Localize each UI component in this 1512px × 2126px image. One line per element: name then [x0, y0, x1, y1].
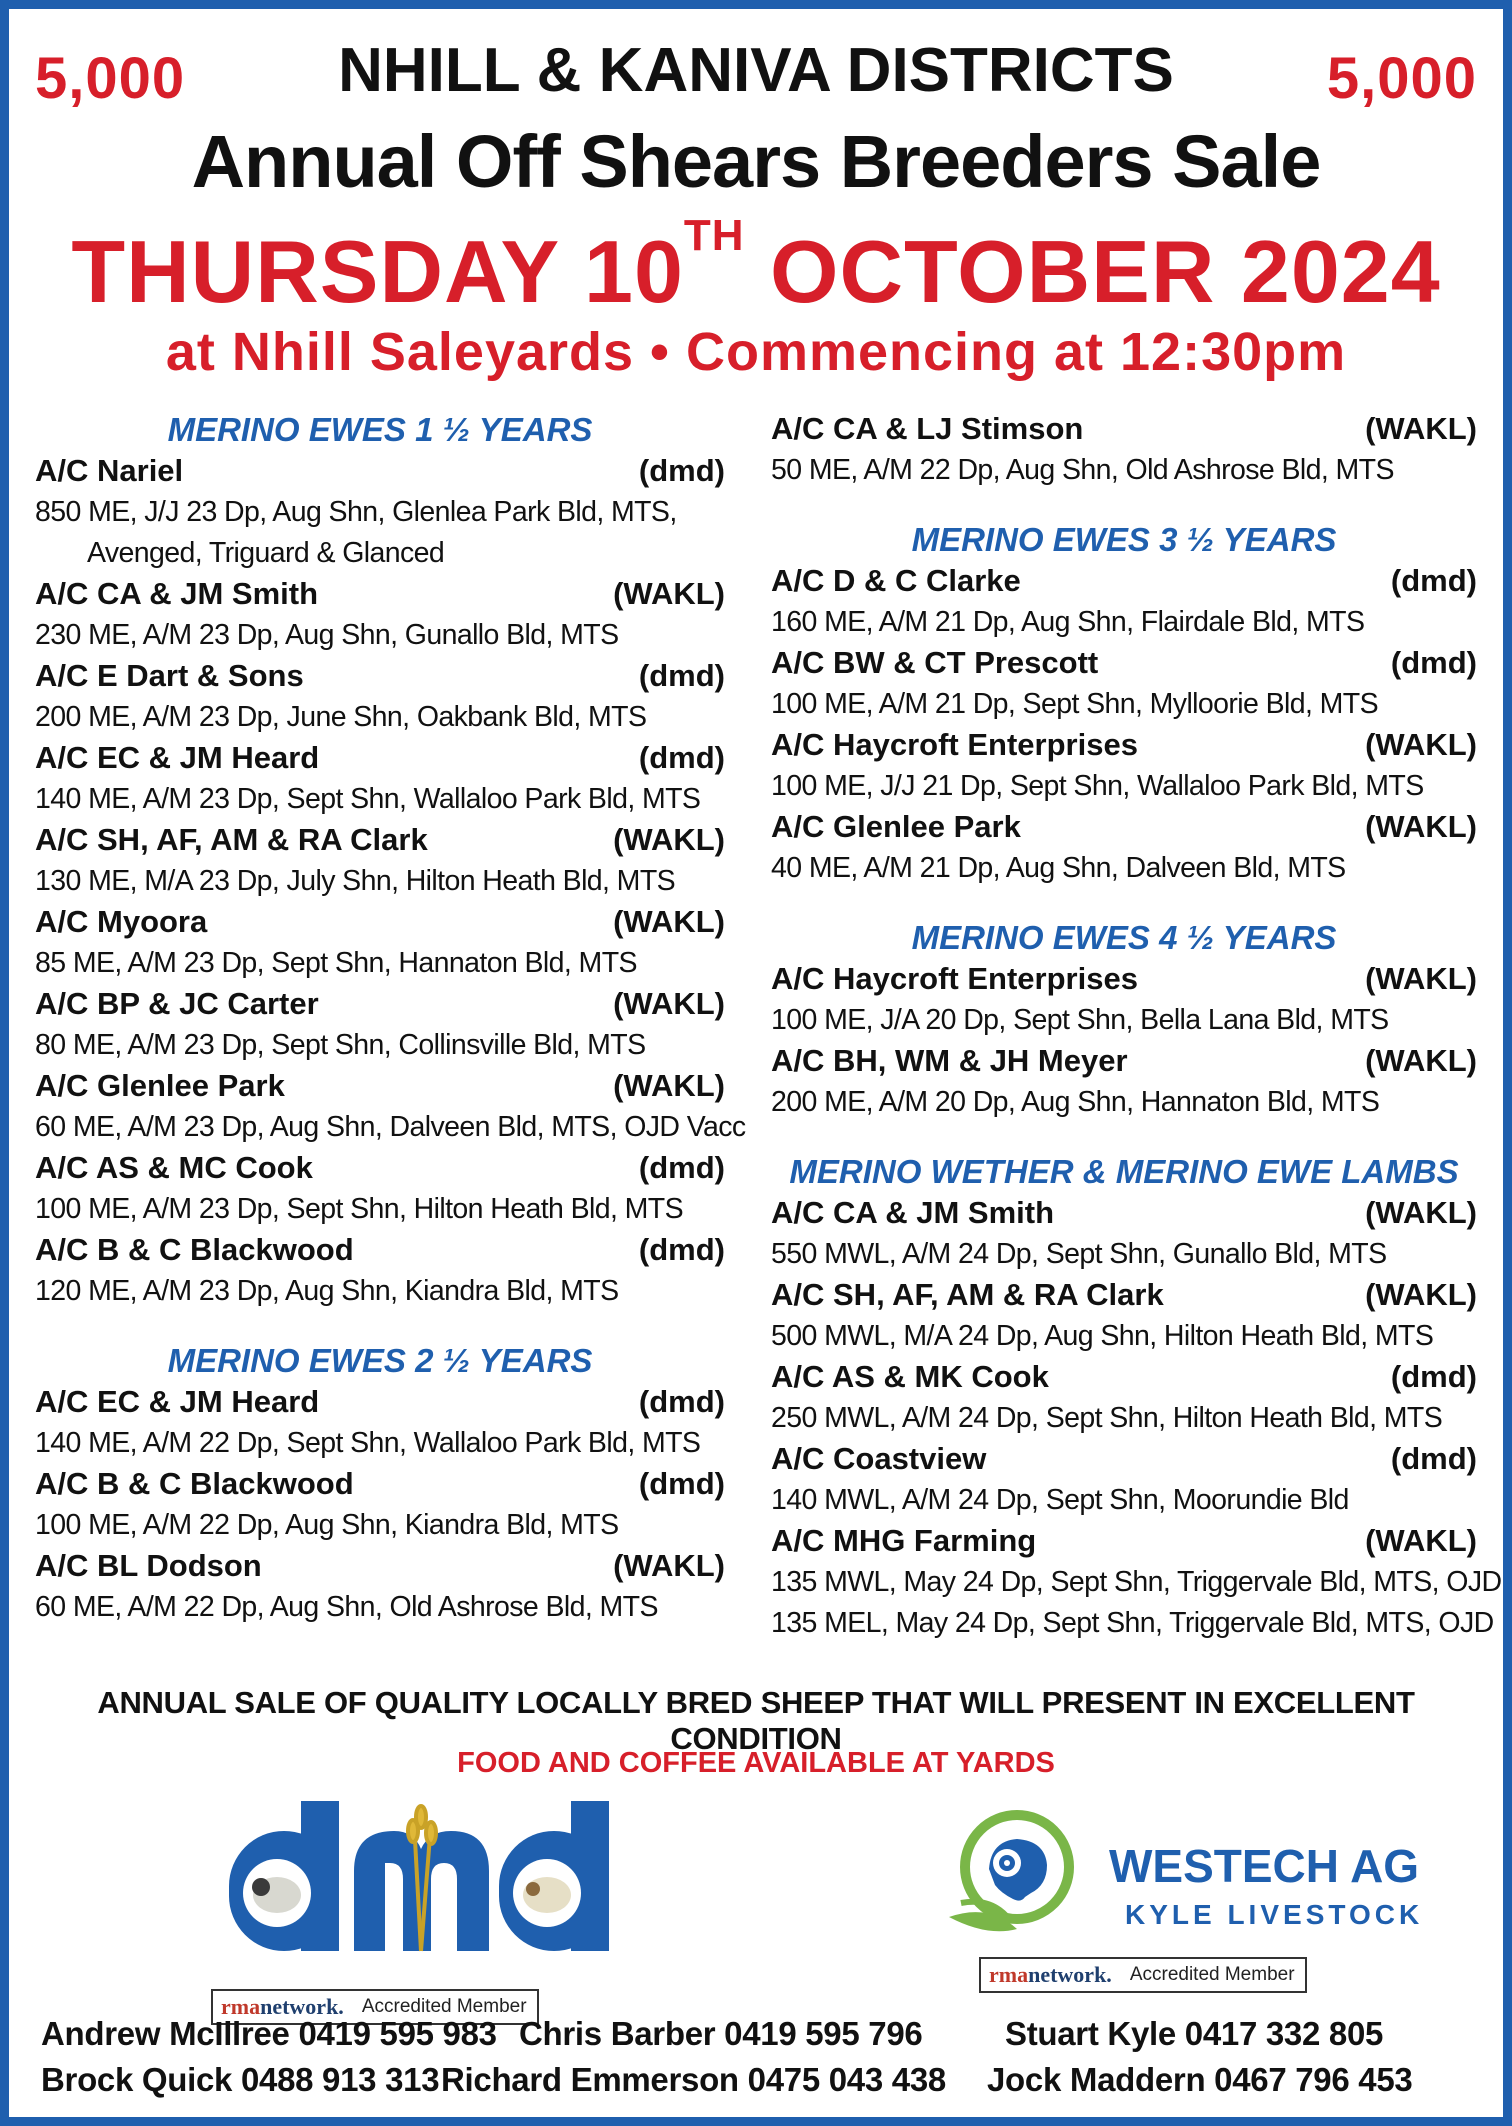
agent-tag: (dmd) — [1390, 1359, 1477, 1394]
entry — [771, 1275, 1477, 1357]
agent-tag: (WAKL) — [1365, 727, 1477, 762]
lot-description: 140 MWL, A/M 24 Dp, Sept Shn, Moorundie Bld — [771, 1484, 1349, 1516]
vendor-name: A/C Myoora — [35, 904, 208, 939]
dmd-logo-text: dmd — [417, 1976, 421, 1978]
contact-andrew: Andrew McIllree 0419 595 983 — [41, 2015, 497, 2052]
agent-tag: (dmd) — [638, 658, 725, 693]
lot-description: 200 ME, A/M 23 Dp, June Shn, Oakbank Bld, MTS — [35, 701, 647, 733]
entry — [771, 1193, 1477, 1275]
agent-tag: (WAKL) — [1365, 1195, 1477, 1230]
agent-tag: (WAKL) — [613, 576, 725, 611]
vendor-name: A/C EC & JM Heard — [35, 740, 320, 775]
lot-description: 135 MWL, May 24 Dp, Sept Shn, Triggervale Bld, MTS, OJD — [771, 1566, 1502, 1598]
agent-tag: (WAKL) — [613, 1548, 725, 1583]
entry — [771, 561, 1477, 643]
agent-tag: (WAKL) — [613, 986, 725, 1021]
lot-description: 140 ME, A/M 22 Dp, Sept Shn, Wallaloo Park Bld, MTS — [35, 1427, 701, 1459]
headline-sale-name: Annual Off Shears Breeders Sale — [191, 120, 1321, 203]
agent-tag: (dmd) — [638, 1150, 725, 1185]
vendor-name: A/C AS & MK Cook — [771, 1359, 1049, 1394]
spacer — [771, 1123, 1477, 1151]
agent-tag: (dmd) — [638, 453, 725, 488]
entry — [35, 984, 725, 1066]
network-text: network. — [1028, 1962, 1112, 1987]
vendor-name: A/C Glenlee Park — [35, 1068, 285, 1103]
lot-description-cont: 135 MEL, May 24 Dp, Sept Shn, Triggervale Bld, MTS, OJD — [771, 1607, 1494, 1639]
agent-tag: (dmd) — [1390, 1441, 1477, 1476]
agent-tag: (dmd) — [638, 1384, 725, 1419]
entry — [771, 725, 1477, 807]
headline-date — [9, 211, 1503, 323]
lot-description: 100 ME, A/M 22 Dp, Aug Shn, Kiandra Bld, MTS — [35, 1509, 619, 1541]
rma-accredited: Accredited Member — [361, 1996, 527, 2017]
lot-description: 100 ME, A/M 21 Dp, Sept Shn, Mylloorie Bld, MTS — [771, 688, 1378, 720]
vendor-name: A/C BW & CT Prescott — [771, 645, 1099, 680]
agent-tag: (WAKL) — [613, 904, 725, 939]
spacer — [771, 889, 1477, 917]
spacer — [35, 1312, 725, 1340]
entry — [35, 738, 725, 820]
agent-tag: (WAKL) — [613, 1068, 725, 1103]
headline-venue-time: at Nhill Saleyards • Commencing at 12:30pm — [165, 322, 1347, 382]
date-pre: THURSDAY 10 — [71, 222, 684, 321]
entry — [771, 1041, 1477, 1123]
sale-statement: ANNUAL SALE OF QUALITY LOCALLY BRED SHEEP THAT WILL PRESENT IN EXCELLENT CONDITION — [97, 1685, 1415, 1756]
section-title: MERINO EWES 1 ½ YEARS — [167, 411, 593, 448]
agent-tag: (dmd) — [638, 740, 725, 775]
rma-text: rma — [221, 1994, 261, 2019]
entry — [35, 451, 725, 574]
lot-description: 100 ME, A/M 23 Dp, Sept Shn, Hilton Heath Bld, MTS — [35, 1193, 683, 1225]
section-title: MERINO EWES 2 ½ YEARS — [167, 1342, 593, 1379]
lot-description: 100 ME, J/J 21 Dp, Sept Shn, Wallaloo Park Bld, MTS — [771, 770, 1424, 802]
dmd-wordmark-icon — [209, 1801, 629, 1981]
right-column — [771, 409, 1502, 1644]
entry — [771, 643, 1477, 725]
contact-richard: Richard Emmerson 0475 043 438 — [441, 2061, 946, 2098]
agent-tag: (WAKL) — [1365, 809, 1477, 844]
lot-description: 40 ME, A/M 21 Dp, Aug Shn, Dalveen Bld, MTS — [771, 852, 1346, 884]
agent-tag: (WAKL) — [1365, 411, 1477, 446]
entry — [771, 807, 1477, 889]
contact-stuart: Stuart Kyle 0417 332 805 — [1005, 2015, 1384, 2052]
entry — [35, 656, 725, 738]
agent-tag: (WAKL) — [1365, 1277, 1477, 1312]
lot-description: 60 ME, A/M 23 Dp, Aug Shn, Dalveen Bld, MTS, OJD Vacc — [35, 1111, 746, 1143]
vendor-name: A/C Glenlee Park — [771, 809, 1021, 844]
lot-description: 250 MWL, A/M 24 Dp, Sept Shn, Hilton Heath Bld, MTS — [771, 1402, 1443, 1434]
rma-badge — [979, 1957, 1307, 1993]
entry — [35, 1546, 725, 1628]
lot-description: 120 ME, A/M 23 Dp, Aug Shn, Kiandra Bld, MTS — [35, 1275, 619, 1307]
agent-tag: (WAKL) — [1365, 1523, 1477, 1558]
vendor-name: A/C CA & JM Smith — [35, 576, 319, 611]
agent-tag: (WAKL) — [613, 822, 725, 857]
agent-tag: (dmd) — [638, 1466, 725, 1501]
vendor-name: A/C CA & LJ Stimson — [771, 411, 1084, 446]
lot-description: 85 ME, A/M 23 Dp, Sept Shn, Hannaton Bld, MTS — [35, 947, 637, 979]
section-title: MERINO WETHER & MERINO EWE LAMBS — [789, 1153, 1459, 1190]
vendor-name: A/C SH, AF, AM & RA Clark — [35, 822, 428, 857]
entry — [35, 1382, 725, 1464]
vendor-name: A/C EC & JM Heard — [35, 1384, 320, 1419]
vendor-name: A/C B & C Blackwood — [35, 1466, 354, 1501]
lot-description: 500 MWL, M/A 24 Dp, Aug Shn, Hilton Heath Bld, MTS — [771, 1320, 1434, 1352]
lot-description: 140 ME, A/M 23 Dp, Sept Shn, Wallaloo Park Bld, MTS — [35, 783, 701, 815]
vendor-name: A/C BH, WM & JH Meyer — [771, 1043, 1128, 1078]
network-text: network. — [260, 1994, 344, 2019]
head-count-left: 5,000 — [35, 46, 186, 111]
section-title: MERINO EWES 3 ½ YEARS — [911, 521, 1337, 558]
vendor-name: A/C E Dart & Sons — [35, 658, 304, 693]
entry — [35, 902, 725, 984]
entry — [771, 1357, 1477, 1439]
vendor-name: A/C SH, AF, AM & RA Clark — [771, 1277, 1164, 1312]
rma-text: rma — [989, 1962, 1029, 1987]
contact-brock: Brock Quick 0488 913 313 — [41, 2061, 440, 2098]
vendor-name: A/C Coastview — [771, 1441, 987, 1476]
lot-description: 200 ME, A/M 20 Dp, Aug Shn, Hannaton Bld, MTS — [771, 1086, 1380, 1118]
vendor-name: A/C Nariel — [35, 453, 184, 488]
agent-tag: (dmd) — [1390, 645, 1477, 680]
agent-tag: (WAKL) — [1365, 961, 1477, 996]
entry — [35, 1464, 725, 1546]
contact-chris: Chris Barber 0419 595 796 — [519, 2015, 923, 2052]
lot-description: 50 ME, A/M 22 Dp, Aug Shn, Old Ashrose Bld, MTS — [771, 454, 1394, 486]
entry — [35, 820, 725, 902]
vendor-name: A/C CA & JM Smith — [771, 1195, 1055, 1230]
vendor-name: A/C B & C Blackwood — [35, 1232, 354, 1267]
vendor-name: A/C Haycroft Enterprises — [771, 961, 1138, 996]
entry — [35, 1230, 725, 1312]
agent-tag: (dmd) — [1390, 563, 1477, 598]
contact-jock: Jock Maddern 0467 796 453 — [987, 2061, 1413, 2098]
entry — [771, 409, 1477, 491]
entry — [771, 959, 1477, 1041]
ram-emblem-icon — [929, 1807, 1109, 1947]
vendor-name: A/C MHG Farming — [771, 1523, 1037, 1558]
entry — [35, 574, 725, 656]
lot-description: 160 ME, A/M 21 Dp, Aug Shn, Flairdale Bld, MTS — [771, 606, 1365, 638]
lot-description: 80 ME, A/M 23 Dp, Sept Shn, Collinsville Bld, MTS — [35, 1029, 646, 1061]
lot-description: 850 ME, J/J 23 Dp, Aug Shn, Glenlea Park Bld, MTS, — [35, 496, 677, 528]
lot-description: 100 ME, J/A 20 Dp, Sept Shn, Bella Lana Bld, MTS — [771, 1004, 1389, 1036]
head-count-right: 5,000 — [1326, 46, 1477, 111]
left-column — [35, 409, 746, 1628]
rma-brand — [981, 1962, 1120, 1988]
westech-logo — [929, 1807, 1449, 2033]
entry — [35, 1066, 746, 1148]
vendor-name: A/C Haycroft Enterprises — [771, 727, 1138, 762]
vendor-name: A/C BL Dodson — [35, 1548, 262, 1583]
lot-description: 550 MWL, A/M 24 Dp, Sept Shn, Gunallo Bld, MTS — [771, 1238, 1387, 1270]
vendor-name: A/C AS & MC Cook — [35, 1150, 313, 1185]
lot-description-cont: Avenged, Triguard & Glanced — [87, 537, 445, 569]
lot-description: 60 ME, A/M 22 Dp, Aug Shn, Old Ashrose Bld, MTS — [35, 1591, 658, 1623]
westech-word: WESTECH AG — [1109, 1840, 1420, 1892]
entry — [771, 1521, 1502, 1644]
section-title: MERINO EWES 4 ½ YEARS — [911, 919, 1337, 956]
kyle-livestock-text: KYLE LIVESTOCK — [1125, 1899, 1424, 1930]
spacer — [771, 491, 1477, 519]
lot-description: 130 ME, M/A 23 Dp, July Shn, Hilton Heath Bld, MTS — [35, 865, 676, 897]
catering-note: FOOD AND COFFEE AVAILABLE AT YARDS — [457, 1747, 1055, 1779]
entry — [35, 1148, 725, 1230]
entry — [771, 1439, 1477, 1521]
dmd-logo — [209, 1801, 629, 2033]
lot-description: 230 ME, A/M 23 Dp, Aug Shn, Gunallo Bld, MTS — [35, 619, 619, 651]
headline-districts: NHILL & KANIVA DISTRICTS — [338, 36, 1174, 105]
vendor-name: A/C D & C Clarke — [771, 563, 1021, 598]
date-sup: TH — [683, 211, 745, 260]
agent-tag: (dmd) — [638, 1232, 725, 1267]
westech-name — [1109, 1839, 1419, 1893]
vendor-name: A/C BP & JC Carter — [35, 986, 319, 1021]
agent-tag: (WAKL) — [1365, 1043, 1477, 1078]
rma-accredited: Accredited Member — [1129, 1964, 1295, 1985]
date-post: OCTOBER 2024 — [744, 222, 1441, 321]
